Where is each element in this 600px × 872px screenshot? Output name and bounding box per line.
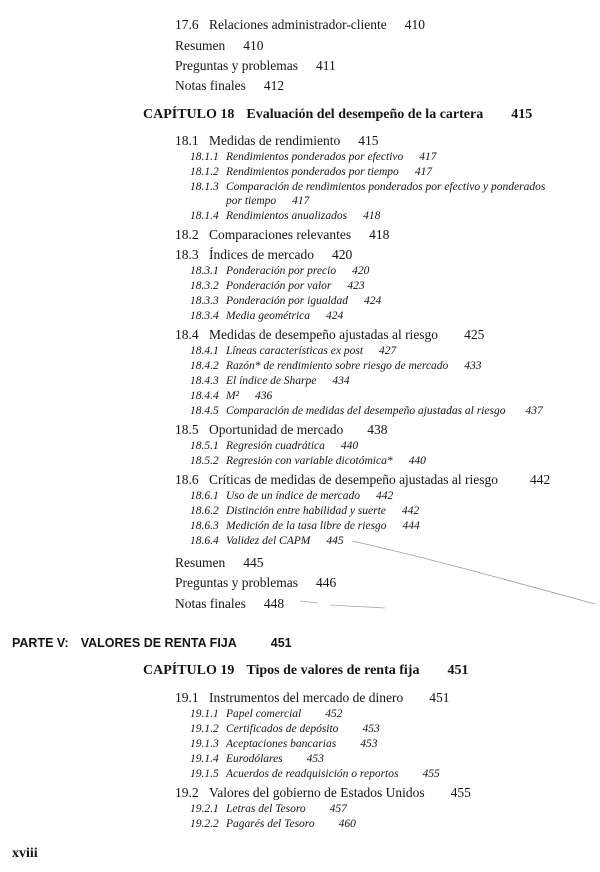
toc-subentry-18-3-3: 18.3.3 Ponderación por igualdad 424 — [190, 295, 382, 307]
toc-subentry-18-5-1: 18.5.1 Regresión cuadrática 440 — [190, 440, 359, 452]
toc-entry-notas-18: Notas finales 448 — [175, 596, 285, 611]
toc-subentry-18-4-2: 18.4.2 Razón* de rendimiento sobre riesgo de mercado 433 — [190, 360, 482, 372]
toc-subentry-19-2-1: 19.2.1 Letras del Tesoro 457 — [190, 803, 347, 815]
toc-subentry-18-1-1: 18.1.1 Rendimientos ponderados por efectivo 417 — [190, 151, 437, 163]
toc-subentry-18-6-3: 18.6.3 Medición de la tasa libre de riesgo 444 — [190, 520, 420, 532]
chapter-18-heading: CAPÍTULO 18 Evaluación del desempeño de la cartera 415 — [143, 107, 533, 122]
toc-entry-18-6: 18.6 Críticas de medidas de desempeño ajustadas al riesgo 442 — [175, 472, 551, 487]
toc-subentry-18-1-3-cont: por tiempo 417 — [226, 195, 310, 207]
toc-subentry-18-3-1: 18.3.1 Ponderación por precio 420 — [190, 265, 370, 277]
toc-subentry-19-1-5: 19.1.5 Acuerdos de readquisición o reportos 455 — [190, 768, 440, 780]
toc-entry-resumen-17: Resumen 410 — [175, 38, 264, 53]
toc-subentry-19-1-1: 19.1.1 Papel comercial 452 — [190, 708, 343, 720]
toc-entry-18-3: 18.3 Índices de mercado 420 — [175, 247, 353, 262]
toc-entry-18-5: 18.5 Oportunidad de mercado 438 — [175, 422, 388, 437]
toc-subentry-18-4-5: 18.4.5 Comparación de medidas del desempeño ajustadas al riesgo 437 — [190, 405, 543, 417]
toc-subentry-18-4-1: 18.4.1 Líneas características ex post 427 — [190, 345, 397, 357]
toc-subentry-18-6-2: 18.6.2 Distinción entre habilidad y suerte 442 — [190, 505, 420, 517]
toc-entry-17-6: 17.6 Relaciones administrador-cliente 410 — [175, 17, 426, 32]
toc-subentry-19-2-2: 19.2.2 Pagarés del Tesoro 460 — [190, 818, 356, 830]
toc-subentry-19-1-2: 19.1.2 Certificados de depósito 453 — [190, 723, 380, 735]
toc-subentry-18-6-4: 18.6.4 Validez del CAPM 445 — [190, 535, 344, 547]
toc-entry-preguntas-17: Preguntas y problemas 411 — [175, 58, 336, 73]
toc-subentry-18-4-4: 18.4.4 M² 436 — [190, 390, 273, 402]
toc-entry-resumen-18: Resumen 445 — [175, 555, 264, 570]
page-folio: xviii — [12, 846, 38, 861]
toc-subentry-19-1-4: 19.1.4 Eurodólares 453 — [190, 753, 324, 765]
toc-subentry-18-1-3: 18.1.3 Comparación de rendimientos ponderados por efectivo y ponderados — [190, 181, 546, 193]
toc-entry-18-1: 18.1 Medidas de rendimiento 415 — [175, 133, 379, 148]
pencil-stroke — [300, 601, 385, 608]
toc-subentry-18-1-2: 18.1.2 Rendimientos ponderados por tiempo 417 — [190, 166, 433, 178]
pencil-stroke — [352, 541, 595, 604]
toc-subentry-18-3-4: 18.3.4 Media geométrica 424 — [190, 310, 344, 322]
toc-subentry-18-6-1: 18.6.1 Uso de un índice de mercado 442 — [190, 490, 394, 502]
part-5-heading: PARTE V: VALORES DE RENTA FIJA 451 — [12, 636, 292, 650]
toc-entry-19-1: 19.1 Instrumentos del mercado de dinero 451 — [175, 690, 450, 705]
chapter-19-heading: CAPÍTULO 19 Tipos de valores de renta fija 451 — [143, 663, 469, 678]
toc-entry-18-4: 18.4 Medidas de desempeño ajustadas al riesgo 425 — [175, 327, 485, 342]
toc-entry-preguntas-18: Preguntas y problemas 446 — [175, 575, 337, 590]
toc-entry-19-2: 19.2 Valores del gobierno de Estados Unidos 455 — [175, 785, 471, 800]
toc-entry-notas-17: Notas finales 412 — [175, 78, 285, 93]
toc-subentry-19-1-3: 19.1.3 Aceptaciones bancarias 453 — [190, 738, 378, 750]
toc-subentry-18-1-4: 18.1.4 Rendimientos anualizados 418 — [190, 210, 381, 222]
toc-entry-18-2: 18.2 Comparaciones relevantes 418 — [175, 227, 390, 242]
toc-subentry-18-3-2: 18.3.2 Ponderación por valor 423 — [190, 280, 365, 292]
toc-subentry-18-4-3: 18.4.3 El índice de Sharpe 434 — [190, 375, 350, 387]
toc-subentry-18-5-2: 18.5.2 Regresión con variable dicotómica* 440 — [190, 455, 426, 467]
